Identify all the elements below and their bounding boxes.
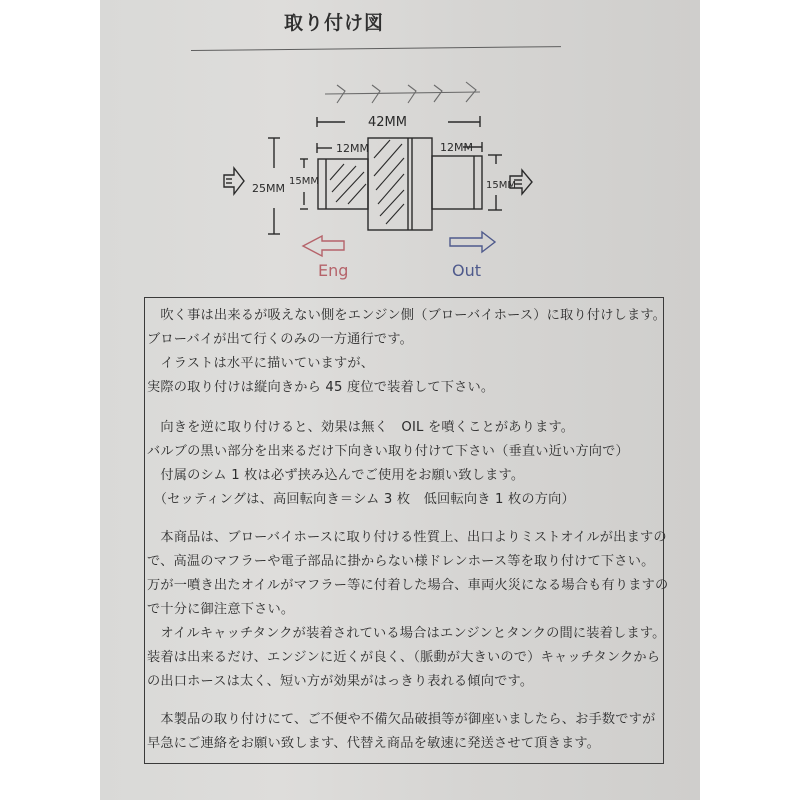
overall-length-label: 42MM [368, 115, 407, 130]
note-line: バルブの黒い部分を出来るだけ下向きい取り付けて下さい（垂直い近い方向で） [147, 444, 629, 459]
note-line: 付属のシム 1 枚は必ず挟み込んでご使用をお願い致します。 [147, 468, 525, 483]
inlet-arrow-icon [224, 168, 244, 194]
out-direction-arrow-icon [450, 232, 495, 252]
page-title: 取り付け図 [284, 12, 385, 34]
note-line: オイルキャッチタンクが装着されている場合はエンジンとタンクの間に装着します。 [147, 626, 666, 641]
outlet-label: Out [452, 261, 482, 280]
note-line: 本商品は、ブローバイホースに取り付ける性質上、出口よりミストオイルが出ますの [147, 530, 667, 545]
body-height-label: 25MM [252, 182, 285, 195]
note-line: 装着は出来るだけ、エンジンに近くが良く、（脈動が大きいので）キャッチタンクから [147, 650, 661, 665]
left-port-diameter-label: 15MM [289, 176, 319, 187]
note-line: で、高温のマフラーや電子部品に掛からない様ドレンホース等を取り付けて下さい。 [147, 554, 655, 569]
note-line: 吹く事は出来るが吸えない側をエンジン側（ブローバイホース）に取り付けします。 [147, 308, 667, 323]
note-line: 向きを逆に取り付けると、効果は無く OIL を噴くことがあります。 [147, 420, 575, 435]
left-section-length-label: 12MM [336, 142, 369, 155]
note-line: 実際の取り付けは縦向きから 45 度位で装着して下さい。 [147, 380, 495, 395]
note-line: イラストは水平に描いていますが、 [147, 356, 375, 371]
inlet-label: Eng [318, 261, 349, 280]
right-port-diameter-label: 15MM [486, 180, 516, 191]
note-line: 本製品の取り付けにて、ご不便や不備欠品破損等が御座いましたら、お手数ですが [147, 712, 656, 727]
note-line: （セッティングは、高回転向き＝シム 3 枚 低回転向き 1 枚の方向） [147, 492, 575, 507]
note-line: で十分に御注意下さい。 [147, 602, 295, 617]
engine-direction-arrow-icon [303, 236, 344, 256]
note-line: ブローバイが出て行くのみの一方通行です。 [147, 332, 414, 347]
installation-diagram [210, 80, 550, 280]
right-section-length-label: 12MM [440, 141, 473, 154]
flow-direction-icon [325, 82, 480, 103]
note-line: 早急にご連絡をお願い致します、代替え商品を敏速に発送させて頂きます。 [147, 736, 601, 751]
note-line: の出口ホースは太く、短い方が効果がはっきり表れる傾向です。 [147, 674, 534, 689]
note-line: 万が一噴き出たオイルがマフラー等に付着した場合、車両火災になる場合も有りますの [147, 578, 669, 593]
